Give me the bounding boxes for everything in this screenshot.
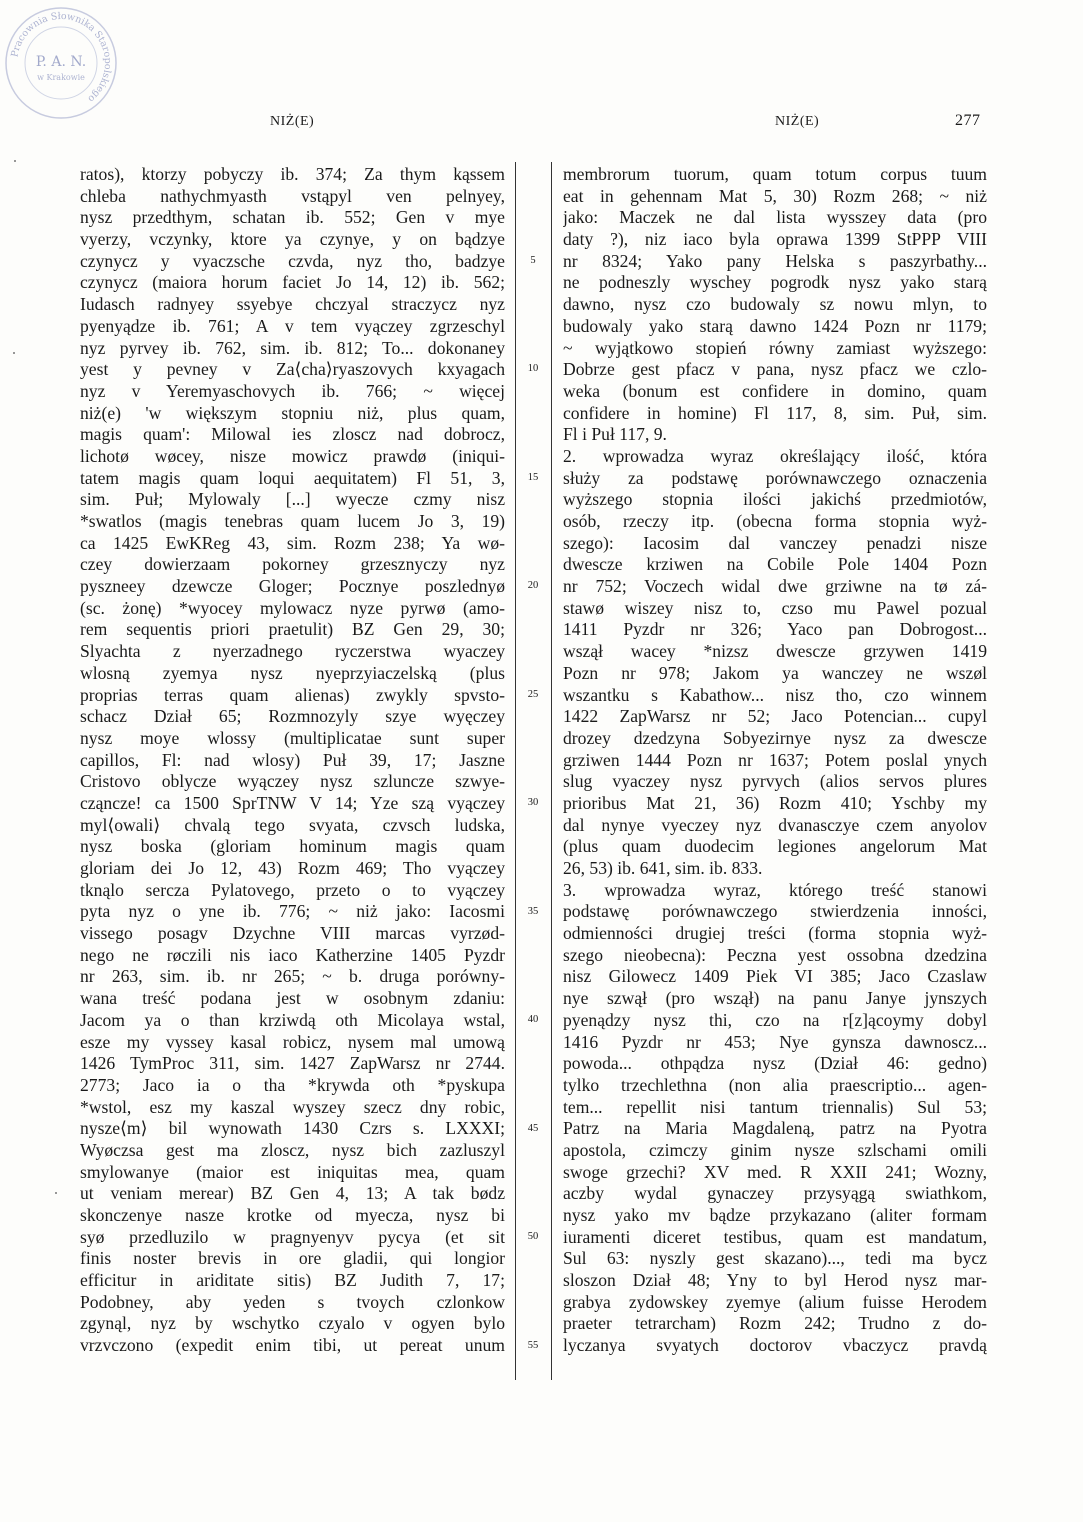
text-line: nr 263, sim. ib. nr 265; ~ b. druga porówny- (80, 966, 505, 987)
text-line: szego): Iacosim dal vanczey penadzi nisze (563, 532, 987, 553)
text-line: drozey dzedzyna Sobyezirnye nysz za dwescze (563, 727, 987, 748)
text-line: Wyøczsa gest ma zloscz, nysz bich zazluszyl (80, 1139, 505, 1160)
text-line: jako: Maczek ne dal lista wysszey data (pro (563, 207, 987, 228)
text-line: budowaly yako starą dawno 1424 Pozn nr 1179; (563, 315, 987, 336)
text-line: dwescze krziwen na Cobile Pole 1404 Pozn (563, 554, 987, 575)
text-line: smylowanye (maior est iniquitas mea, quam (80, 1161, 505, 1182)
text-line: vyerzy, vczynky, ktore ya czynye, y on bądzye (80, 229, 505, 250)
text-line: iuramenti diceret testibus, quam est mandatum, (563, 1226, 987, 1247)
text-line: 3. wprowadza wyraz, którego treść stanowi (563, 879, 987, 900)
library-stamp (2, 4, 120, 122)
right-column (563, 164, 987, 1357)
text-line: pyszneey dzewcze Gloger; Pocznye poszlednyø (80, 576, 505, 597)
header-right-title: NIŻ(E) (775, 114, 820, 129)
text-line: cząncze! ca 1500 SprTNW V 14; Yze szą vyączey (80, 792, 505, 813)
text-line: nysz yako mv bądze przykazano (aliter formam (563, 1205, 987, 1225)
header-left-title: NIŻ(E) (270, 114, 315, 129)
text-line: 1411 Pyzdr nr 326; Yaco pan Dobrogost... (563, 619, 987, 640)
text-line: dal nynye vyeczey nyz dvanasczye czem anyolov (563, 814, 987, 835)
line-number: 30 (527, 797, 539, 809)
text-line: Iudasch radnyey ssyebye chczyal straczycz nyz (80, 294, 505, 315)
text-line: 26, 53) ib. 641, sim. ib. 833. (563, 858, 763, 878)
text-line: grabya zydowskey zyemye (alium fuisse Herodem (563, 1291, 987, 1312)
text-line: schacz Dział 65; Rozmnozyly szye wyęczey (80, 706, 505, 727)
text-line: służy za podstawę porównawczego oznaczenia (563, 467, 987, 488)
text-line: *swatlos (magis tenebras quam lucem Jo 3, 19) (80, 511, 505, 531)
text-line: syø przedluzilo w pragnyenyv pycya (et sit (80, 1226, 505, 1247)
left-column (80, 164, 505, 1357)
text-line: aczby wydal gynaczey przysyągą swiathkom, (563, 1183, 987, 1204)
text-line: nysz przedthym, schatan ib. 552; Gen v mye (80, 207, 505, 228)
text-line: 1422 ZapWarsz nr 52; Jaco Potencian... cupyl (563, 706, 987, 727)
text-line: nisz Gilowecz 1409 Piek VI 385; Jaco Czaslaw (563, 966, 987, 987)
text-line: czynycz (maiora horum faciet Jo 14, 12) ib. 562; (80, 272, 505, 293)
text-line: czynycz y vyaczsche czvda, nyz tho, badzye (80, 250, 505, 271)
text-line: proprias terras quam alienas) zwykly spvsto- (80, 684, 505, 705)
line-number: 50 (527, 1231, 539, 1243)
text-line: Fl i Puł 117, 9. (563, 424, 667, 445)
text-line: esze my vyssey kasal robicz, nysem mal umową (80, 1031, 505, 1052)
stamp-lower-text: w Krakowie (37, 73, 85, 82)
text-line: lichotø wøcey, nisze mowicz prawdø (iniqui- (80, 445, 505, 466)
text-line: sim. Puł; Mylowaly [...] wyecze czmy nisz (80, 489, 505, 510)
text-line: gloriam dei Jo 12, 43) Rozm 469; Tho vyączey (80, 858, 505, 878)
text-line: ut veniam merear) BZ Gen 4, 13; A tak bødz (80, 1183, 505, 1204)
text-line: nysz moye wlossy (multiplicatae sunt super (80, 727, 505, 748)
text-line: Sul 63: nyszly gest skazano)..., tedi ma bycz (563, 1248, 987, 1269)
page-header (0, 114, 1083, 138)
text-line: Pozn nr 978; Jakom ya wanczey ne wszøl (563, 662, 987, 683)
text-line: Dobrze gest pfacz v pana, nysz pfacz we czlo- (563, 359, 987, 380)
text-line: podstawę porównawczego stwierdzenia inności, (563, 901, 987, 922)
text-line: Cristovo oblycze wyączey nysz szluncze szwye- (80, 771, 505, 792)
column-rule-left (515, 162, 516, 1380)
text-line: czey dowierzaam pokorney grzesznyczy nyz (80, 554, 505, 575)
text-line: grziwen 1444 Pozn nr 1637; Potem poslal ynych (563, 749, 987, 770)
text-line: finis noster brevis in ore gladii, qui longior (80, 1248, 505, 1269)
text-line: Podobney, aby yeden s tvoych czlonkow (80, 1291, 505, 1312)
text-line: nyz v Yeremyaschovych ib. 766; ~ więcej (80, 380, 505, 401)
text-line: tatem magis quam loqui aequitatem) Fl 51, 3, (80, 467, 505, 488)
text-line: nyz pyrvey ib. 762, sim. ib. 812; To... dokonaney (80, 337, 505, 358)
text-line: eat in gehennam Mat 5, 30) Rozm 268; ~ niż (563, 185, 987, 206)
text-line: capillos, Fl: nad wlosy) Puł 39, 17; Jaszne (80, 749, 505, 770)
text-line: 2773; Jaco ia o tha *krywda oth *pyskupa (80, 1074, 505, 1095)
line-number: 45 (527, 1122, 539, 1134)
text-line: Slyachta z nyerzadnego ryczerstwa wyaczey (80, 641, 505, 662)
text-line: tem... repellit nisi tantum triennalis) Sul 53; (563, 1096, 987, 1117)
text-line: membrorum tuorum, quam totum corpus tuum (563, 164, 987, 184)
text-line: wszantku s Kabathow... nisz tho, czo winnem (563, 684, 987, 705)
text-line: zgynąl, nyz by wschytko czyalo v ogyen bylo (80, 1313, 505, 1334)
text-line: (sc. żonę) *wyocey mylowacz nyze pyrwø (amo- (80, 597, 505, 618)
text-line: slug vyaczey nysz pyrvych (alios servos plures (563, 771, 987, 792)
text-line: tylko trzechlethna (non alia praescriptio... agen- (563, 1074, 987, 1095)
text-line: daty ?), niz iaco byla oprawa 1399 StPPP VIII (563, 229, 987, 250)
text-line: yest y pevney v Za⟨cha⟩ryaszovych kxyagach (80, 359, 505, 380)
text-line: osób, rzeczy itp. (obecna forma stopnia wyż- (563, 511, 987, 531)
text-line: wszął wacey *nizsz dwescze grzywen 1419 (563, 641, 987, 662)
text-line: myl⟨owali⟩ chvalą tego svyata, czvsch ludska, (80, 814, 505, 835)
stamp-center-text: P. A. N. (35, 54, 87, 70)
line-number: 5 (530, 254, 536, 266)
text-line: stawø wiszey nisz to, czso mu Pawel pozual (563, 597, 987, 618)
text-line: rem sequentis priori praetulit) BZ Gen 29, 30; (80, 619, 505, 640)
text-line: nysz boska (gloriam hominum magis quam (80, 836, 505, 857)
text-line: weka (bonum est confidere in domino, quam (563, 380, 987, 401)
text-line: wyższego stopnia ilości jakichś przedmiotów, (563, 489, 987, 510)
text-line: swoge grzechi? XV med. R XXII 241; Wozny, (563, 1161, 987, 1182)
line-number: 40 (527, 1014, 539, 1026)
text-line: ca 1425 EwKReg 43, sim. Rozm 238; Ya wø- (80, 532, 505, 553)
text-line: lyczanya svyatych doctorov vbaczycz pravdą (563, 1335, 987, 1356)
text-line: szego nieobecna): Peczna yest ossobna dzedzina (563, 944, 987, 965)
line-number: 20 (527, 580, 539, 592)
scan-speck (14, 160, 16, 162)
text-line: pyenyądze ib. 761; A v tem vyączey zgrzeschyl (80, 315, 505, 336)
scan-speck (13, 352, 15, 354)
text-line: efficitur in ariditate sitis) BZ Judith 7, 17; (80, 1270, 505, 1291)
text-line: wana treść podana jest w osobnym zdaniu: (80, 988, 505, 1009)
text-line: wlosną zyemya nysz nyeprzyiaczelską (plus (80, 662, 505, 683)
text-line: apostola, czimczy ginim nysze szlschami omili (563, 1139, 987, 1160)
text-line: ratos), ktorzy pobyczy ib. 374; Za thym kąssem (80, 164, 505, 184)
text-line: sloszon Dział 48; Yny to byl Herod nysz mar- (563, 1270, 987, 1291)
line-number: 35 (527, 905, 539, 917)
text-line: ne podneszly wyschey pogrodk nysz yako starą (563, 272, 987, 293)
text-line: pyta nyz o yne ib. 776; ~ niż jako: Iacosmi (80, 901, 505, 922)
text-line: skonczenye nasze krotke od myecza, nysz bi (80, 1205, 505, 1225)
text-line: 1416 Pyzdr nr 453; Nye gynsza dawnoscz... (563, 1031, 987, 1052)
text-line: nr 8324; Yako pany Helska s paszyrbathy... (563, 250, 987, 271)
text-line: Jacom ya o than krziwdą oth Micolaya wstal, (80, 1009, 505, 1030)
text-line: vrzvczono (expedit enim tibi, ut pereat unum (80, 1335, 505, 1356)
text-line: powoda... othpądza nysz (Dział 46: gedno) (563, 1053, 987, 1074)
line-number: 15 (527, 471, 539, 483)
line-number: 25 (527, 688, 539, 700)
text-line: nego ne røczili nis iaco Katherzine 1405 Pyzdr (80, 944, 505, 965)
text-line: confidere in homine) Fl 117, 8, sim. Puł, sim. (563, 402, 987, 423)
text-line: Patrz na Maria Magdaleną, patrz na Pyotra (563, 1118, 987, 1139)
column-rule-right (551, 162, 552, 1380)
line-number: 55 (527, 1339, 539, 1351)
text-line: praeter tetrarcham) Rozm 242; Trudno z do- (563, 1313, 987, 1334)
text-line: vissego posagv Dzychne VIII marcas vyrzød- (80, 923, 505, 944)
text-line: chleba nathychmyasth vstąpyl ven pelnyey, (80, 185, 505, 206)
text-line: odmienności drugiej treści (forma stopnia wyż- (563, 923, 987, 944)
text-line: tknąlo sercza Pylatovego, przeto o to vyączey (80, 879, 505, 900)
text-line: nye szwął (pro wszął) na panu Janye jynszych (563, 988, 987, 1009)
text-line: nysze⟨m⟩ bil wynowath 1430 Czrs s. LXXXI; (80, 1118, 505, 1139)
text-line: prioribus Mat 21, 36) Rozm 410; Yschby my (563, 792, 987, 813)
line-number: 10 (527, 363, 539, 375)
text-line: 1426 TymProc 311, sim. 1427 ZapWarsz nr 2744. (80, 1053, 505, 1074)
stamp-outer-text: Pracownia Słownika Staropolskiego (9, 10, 114, 105)
text-line: dawno, nysz czo budowaly sz nowu mlyn, to (563, 294, 987, 315)
text-line: magis quam': Milowal ies zloscz nad dobrocz, (80, 424, 505, 445)
text-line: (plus quam duodecim legiones angelorum Mat (563, 836, 987, 857)
scan-speck (55, 1192, 57, 1194)
text-line: 2. wprowadza wyraz określający ilość, która (563, 445, 987, 466)
page-number: 277 (955, 112, 981, 129)
text-line: ~ wyjątkowo stopień równy zamiast wyższego: (563, 337, 987, 358)
text-line: pyenądzy nysz thi, czo na r[z]ącoymy dobyl (563, 1009, 987, 1030)
text-line: nr 752; Voczech widal dwe grziwne na tø zá- (563, 576, 987, 597)
text-line: niż(e) 'w większym stopniu niż, plus quam, (80, 402, 505, 423)
text-line: *wstol, esz my kaszal wyszey szecz dny robic, (80, 1096, 505, 1117)
